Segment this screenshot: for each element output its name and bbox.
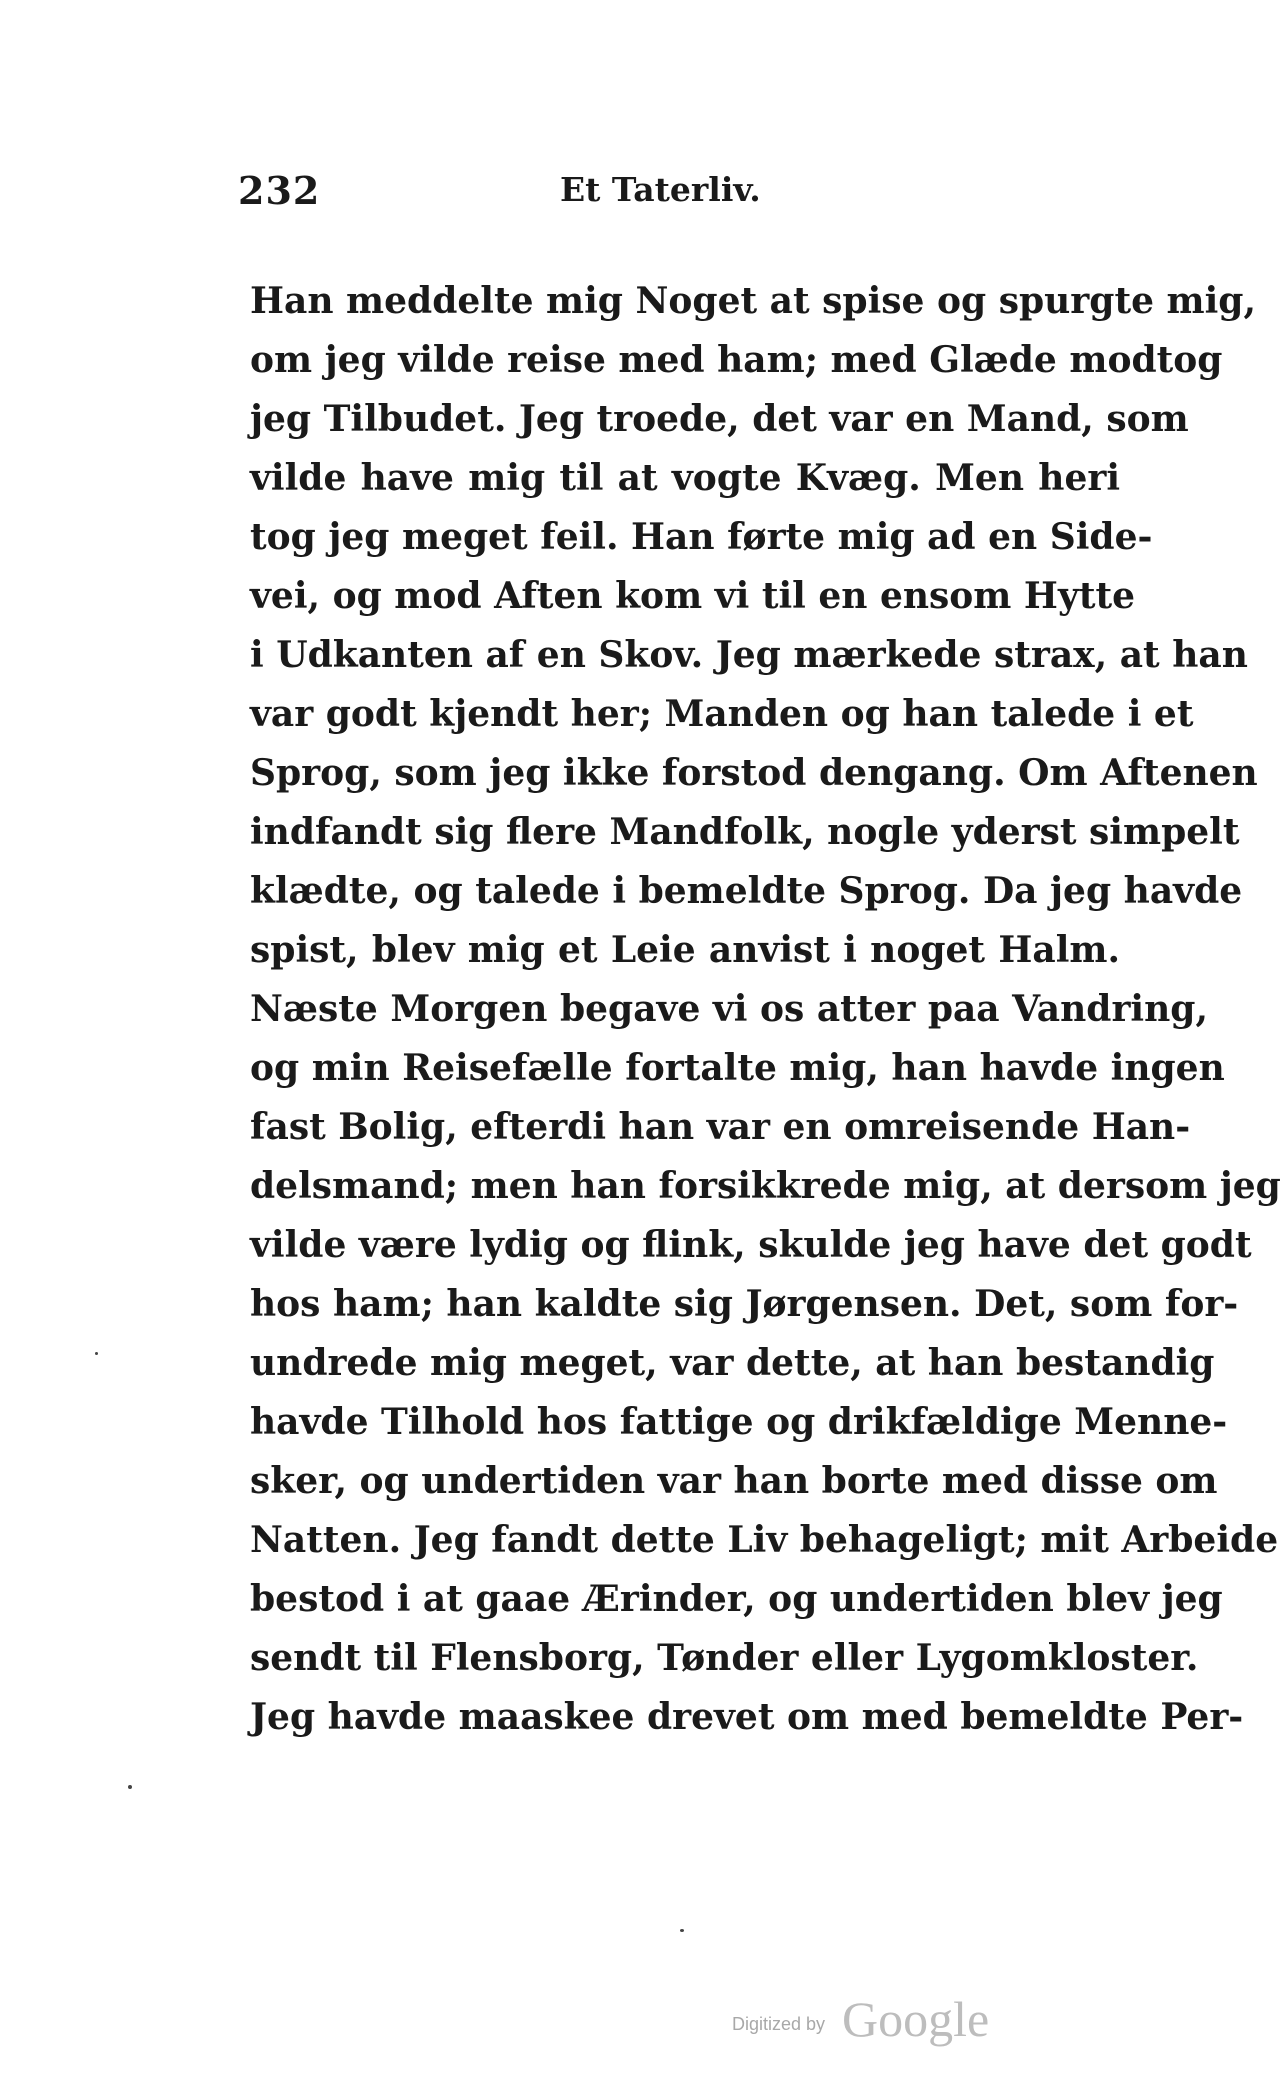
text-line: vei, og mod Aften kom vi til en ensom Hytte — [250, 575, 1136, 617]
text-line: Næste Morgen begave vi os atter paa Vandring, — [250, 988, 1208, 1030]
text-line: sker, og undertiden var han borte med disse om — [250, 1460, 1218, 1502]
body-text — [250, 272, 1281, 1747]
scan-speck — [680, 1929, 684, 1932]
text-line: fast Bolig, efterdi han var en omreisende Han- — [250, 1106, 1191, 1148]
text-line: om jeg vilde reise med ham; med Glæde modtog — [250, 339, 1223, 381]
scan-speck — [95, 1352, 98, 1355]
google-logo: Google — [842, 1991, 990, 2047]
text-line: sendt til Flensborg, Tønder eller Lygomkloster. — [250, 1637, 1199, 1679]
digitized-by-label: Digitized by — [732, 2014, 826, 2034]
text-line: bestod i at gaae Ærinder, og undertiden blev jeg — [250, 1578, 1223, 1620]
text-line: havde Tilhold hos fattige og drikfældige Menne- — [250, 1401, 1228, 1443]
page-number: 232 — [238, 168, 321, 213]
text-line: delsmand; men han forsikkrede mig, at dersom jeg — [250, 1165, 1281, 1207]
text-line: vilde have mig til at vogte Kvæg. Men heri — [250, 457, 1120, 499]
text-line: undrede mig meget, var dette, at han bestandig — [250, 1342, 1215, 1384]
text-line: i Udkanten af en Skov. Jeg mærkede strax, at han — [250, 634, 1248, 676]
text-line: og min Reisefælle fortalte mig, han havde ingen — [250, 1047, 1225, 1089]
text-line: klædte, og talede i bemeldte Sprog. Da jeg havde — [250, 870, 1243, 912]
text-line: hos ham; han kaldte sig Jørgensen. Det, som for- — [250, 1283, 1239, 1325]
text-line: Natten. Jeg fandt dette Liv behageligt; mit Arbeide — [250, 1519, 1279, 1561]
text-line: indfandt sig flere Mandfolk, nogle yderst simpelt — [250, 811, 1240, 853]
text-line: Sprog, som jeg ikke forstod dengang. Om Aftenen — [250, 752, 1258, 794]
running-title: Et Taterliv. — [560, 170, 761, 209]
text-line: var godt kjendt her; Manden og han talede i et — [250, 693, 1194, 735]
scan-speck — [128, 1785, 132, 1789]
text-line: jeg Tilbudet. Jeg troede, det var en Mand, som — [250, 398, 1189, 440]
text-line: vilde være lydig og flink, skulde jeg have det godt — [250, 1224, 1252, 1266]
text-line: spist, blev mig et Leie anvist i noget Halm. — [250, 929, 1120, 971]
text-line: Han meddelte mig Noget at spise og spurgte mig, — [250, 280, 1256, 322]
text-line: tog jeg meget feil. Han førte mig ad en Side- — [250, 516, 1153, 558]
text-line: Jeg havde maaskee drevet om med bemeldte Per- — [250, 1696, 1244, 1738]
